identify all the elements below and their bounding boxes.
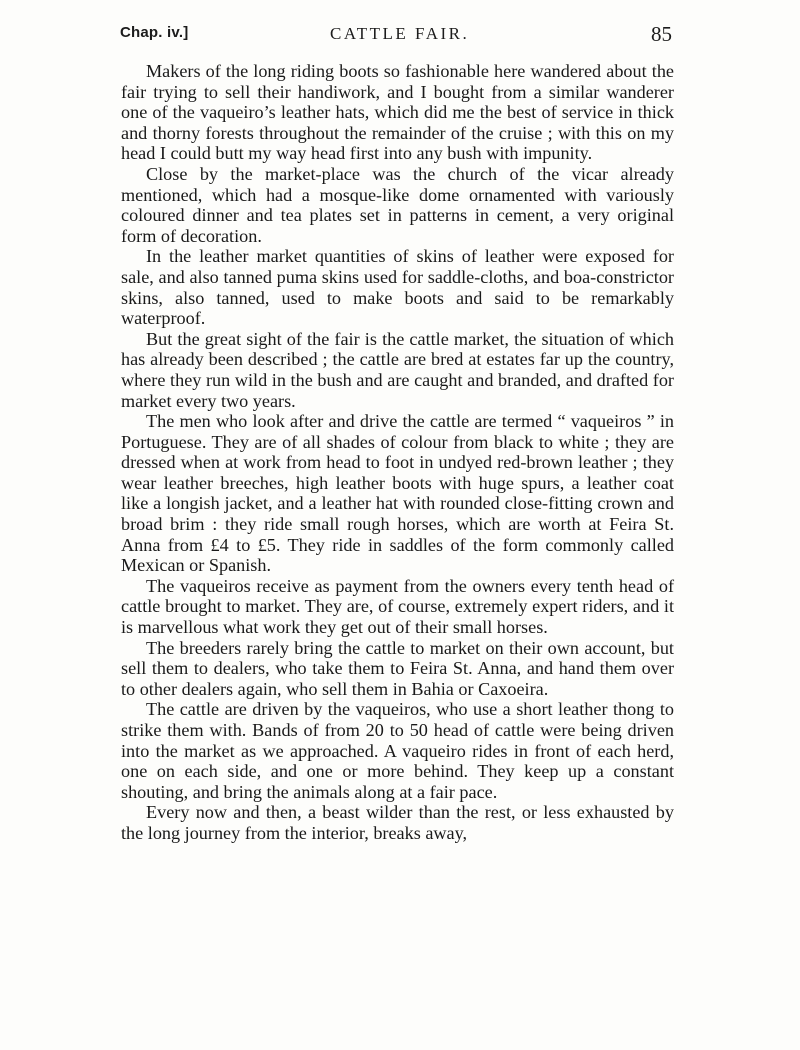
running-head [120,22,676,52]
chapter-label: Chap. iv.] [120,24,189,41]
page-number: 85 [651,22,672,46]
paragraph: In the leather market quantities of skins of leather were exposed for sale, and also tanned puma skins used for saddle-cloths, and boa-constrictor skins, also tanned, used to make boots and said to be remarkably waterproof. [121,246,674,329]
paragraph: The vaqueiros receive as payment from the owners every tenth head of cattle brought to market. They are, of course, extremely expert riders, and it is marvellous what work they get out of their small horses. [121,575,674,638]
paragraph: The men who look after and drive the cattle are termed “ vaqueiros ” in Portuguese. They are of all shades of colour from black to white ; they are dressed when at work from head to foot in undyed red-brown leather ; they wear leather breeches, high leather boots with huge spurs, a leather coat like a longish jacket, and a leather hat with rounded close-fitting crown and broad brim : they ride small rough horses, which are worth at Feira St. Anna from £4 to £5. They ride in saddles of the form commonly called Mexican or Spanish. [121,411,674,576]
paragraph: Makers of the long riding boots so fashionable here wandered about the fair trying to sell their handiwork, and I bought from a similar wanderer one of the vaqueiro’s leather hats, which did me the best of service in thick and thorny forests throughout the remainder of the cruise ; with this on my head I could butt my way head first into any bush with impunity. [121,61,674,164]
paragraph: The cattle are driven by the vaqueiros, who use a short leather thong to strike them with. Bands of from 20 to 50 head of cattle were being driven into the market as we approached. A vaqueiro rides in front of each herd, one on each side, and one or more behind. They keep up a constant shouting, and bring the animals along at a fair pace. [121,699,674,802]
paragraph: The breeders rarely bring the cattle to market on their own account, but sell them to dealers, who take them to Feira St. Anna, and hand them over to other dealers again, who sell them in Bahia or Caxoeira. [121,637,674,699]
body-text [121,61,674,844]
running-title: CATTLE FAIR. [330,24,470,43]
paragraph: Every now and then, a beast wilder than the rest, or less exhausted by the long journey from the interior, breaks away, [121,802,674,843]
paragraph: But the great sight of the fair is the cattle market, the situation of which has already been described ; the cattle are bred at estates far up the country, where they run wild in the bush and are caught and branded, and drafted for market every two years. [121,328,674,411]
paragraph: Close by the market-place was the church of the vicar already mentioned, which had a mosque-like dome ornamented with variously coloured dinner and tea plates set in patterns in cement, a very original form of decoration. [121,163,674,246]
